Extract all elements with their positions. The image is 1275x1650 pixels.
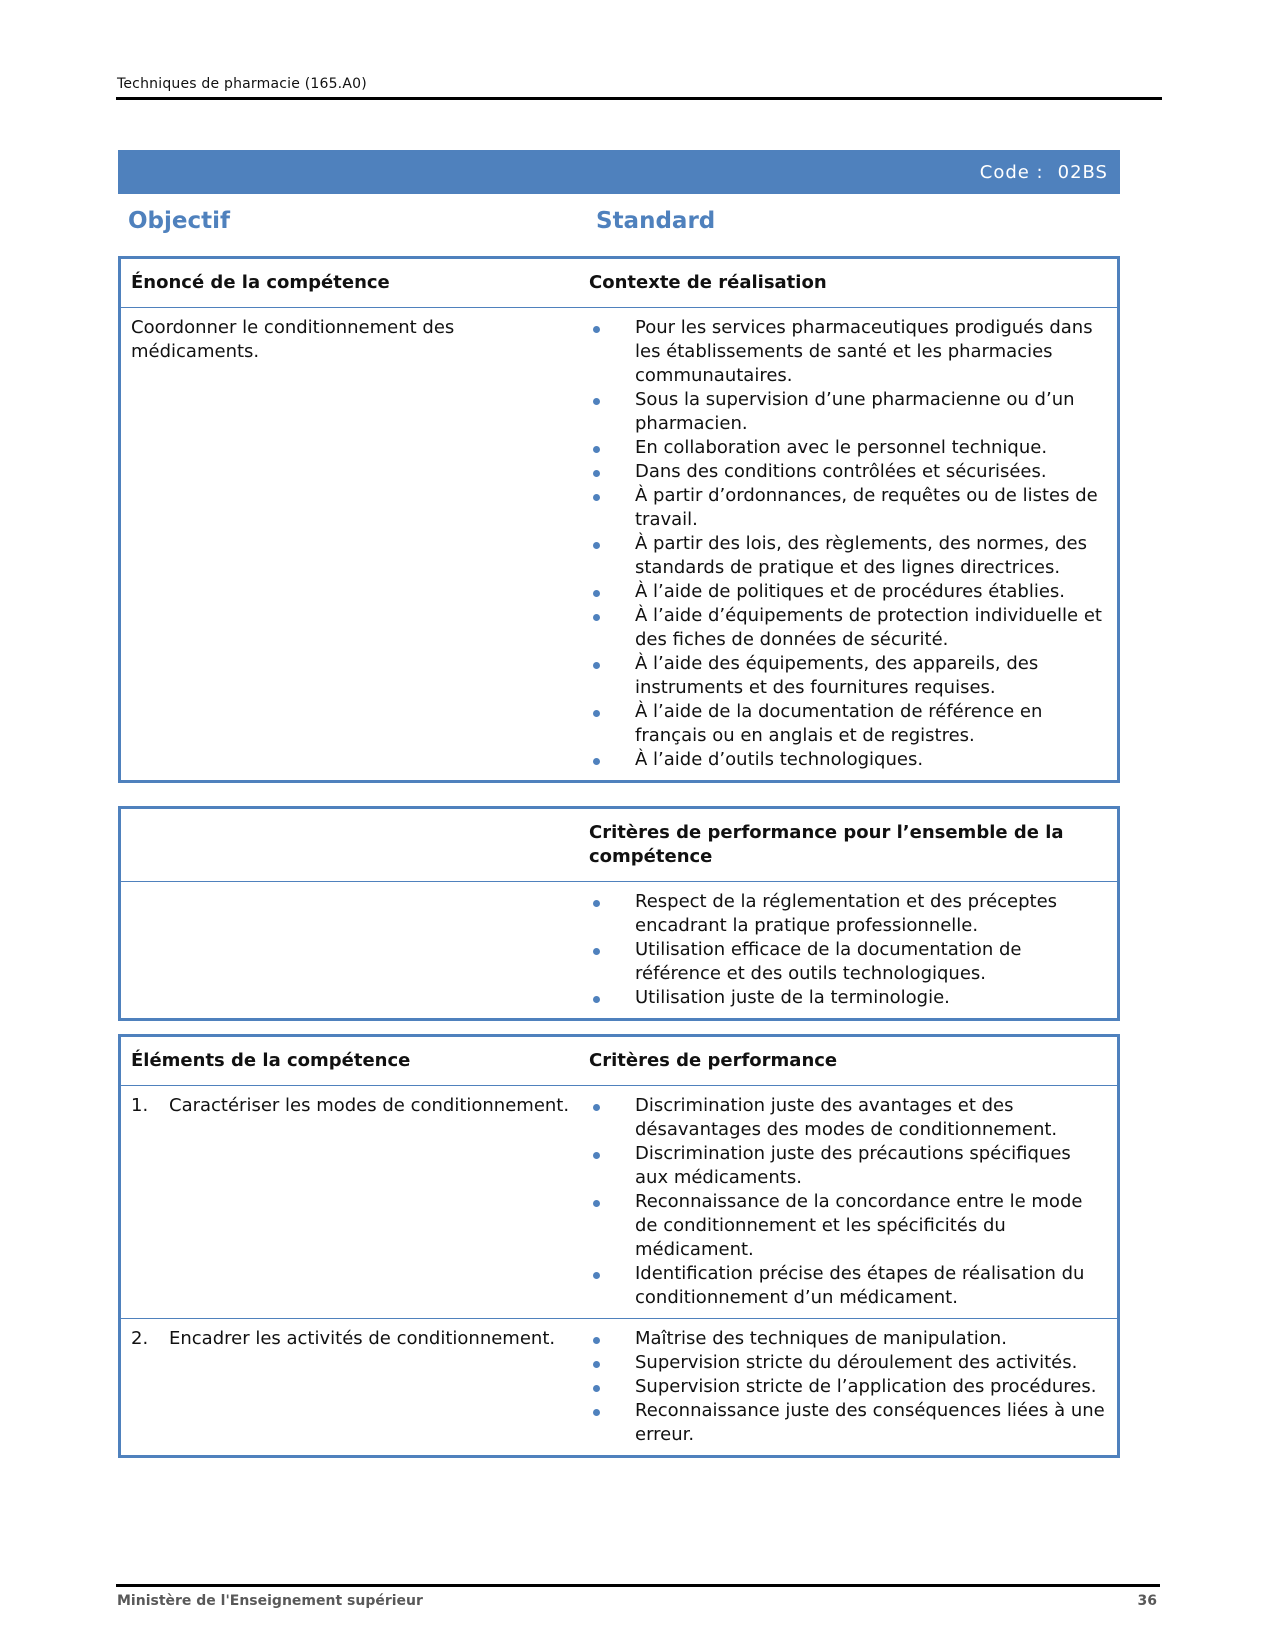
element-item: [131, 1327, 579, 1351]
list-item: Pour les services pharmaceutiques prodigués dans les établissements de santé et les pharmacies communautaires.: [589, 316, 1107, 388]
running-header-title: Techniques de pharmacie (165.A0): [117, 76, 367, 92]
enonce-text: Coordonner le conditionnement des médicaments.: [131, 317, 455, 362]
table-row: [121, 1085, 1117, 1318]
code-label: Code :: [979, 161, 1044, 183]
contexte-list: [589, 316, 1107, 772]
list-item: À partir d’ordonnances, de requêtes ou de listes de travail.: [589, 484, 1107, 532]
list-item: Discrimination juste des précautions spécifiques aux médicaments.: [589, 1142, 1107, 1190]
list-item: À l’aide de politiques et de procédures établies.: [589, 580, 1107, 604]
table-row: [121, 881, 1117, 1018]
list-item: Utilisation juste de la terminologie.: [589, 986, 1107, 1010]
list-item: Dans des conditions contrôlées et sécurisées.: [589, 460, 1107, 484]
element-item: [131, 1094, 579, 1118]
list-item: Supervision stricte du déroulement des activités.: [589, 1351, 1107, 1375]
criteria-list: [589, 1327, 1107, 1447]
list-item: Reconnaissance juste des conséquences liées à une erreur.: [589, 1399, 1107, 1447]
section-titles: [118, 208, 1120, 234]
element-label: Caractériser les modes de conditionnement.: [169, 1095, 570, 1116]
list-item: À l’aide d’outils technologiques.: [589, 748, 1107, 772]
empty-header-cell: [121, 809, 589, 881]
list-item: Respect de la réglementation et des préceptes encadrant la pratique professionnelle.: [589, 890, 1107, 938]
table-header-row: [121, 809, 1117, 881]
empty-cell: [121, 882, 589, 1018]
overall-criteria-header: Critères de performance pour l’ensemble de la compétence: [589, 822, 1064, 867]
element-number: 2.: [131, 1328, 149, 1349]
list-item: À l’aide de la documentation de référence en français ou en anglais et de registres.: [589, 700, 1107, 748]
list-item: Supervision stricte de l’application des procédures.: [589, 1375, 1107, 1399]
list-item: Reconnaissance de la concordance entre le mode de conditionnement et les spécificités du médicament.: [589, 1190, 1107, 1262]
criteria-header: Critères de performance: [589, 1050, 838, 1071]
code-value: 02BS: [1057, 161, 1108, 183]
code-bar: [118, 150, 1120, 194]
criteria-list: [589, 1094, 1107, 1310]
list-item: Maîtrise des techniques de manipulation.: [589, 1327, 1107, 1351]
list-item: À l’aide d’équipements de protection individuelle et des fiches de données de sécurité.: [589, 604, 1107, 652]
standard-title: Standard: [596, 208, 716, 234]
page-number: 36: [1137, 1593, 1157, 1609]
objectif-title: Objectif: [128, 208, 231, 234]
list-item: À l’aide des équipements, des appareils, des instruments et des fournitures requises.: [589, 652, 1107, 700]
elements-header: Éléments de la compétence: [131, 1050, 411, 1071]
footer-rule: [116, 1584, 1160, 1587]
elements-criteria-table: [118, 1034, 1120, 1458]
table-row: [121, 1318, 1117, 1455]
overall-criteria-list: [589, 890, 1107, 1010]
contexte-header: Contexte de réalisation: [589, 272, 827, 293]
element-number: 1.: [131, 1095, 149, 1116]
element-label: Encadrer les activités de conditionnement.: [169, 1328, 556, 1349]
list-item: Discrimination juste des avantages et des désavantages des modes de conditionnement.: [589, 1094, 1107, 1142]
list-item: Utilisation efficace de la documentation de référence et des outils technologiques.: [589, 938, 1107, 986]
list-item: À partir des lois, des règlements, des normes, des standards de pratique et des lignes directrices.: [589, 532, 1107, 580]
list-item: Identification précise des étapes de réalisation du conditionnement d’un médicament.: [589, 1262, 1107, 1310]
enonce-header: Énoncé de la compétence: [131, 272, 390, 293]
table-header-row: [121, 259, 1117, 307]
overall-criteria-table: [118, 806, 1120, 1021]
header-rule: [116, 97, 1162, 100]
footer-publisher: Ministère de l'Enseignement supérieur: [117, 1593, 423, 1609]
competence-context-table: [118, 256, 1120, 783]
table-header-row: [121, 1037, 1117, 1085]
list-item: Sous la supervision d’une pharmacienne ou d’un pharmacien.: [589, 388, 1107, 436]
list-item: En collaboration avec le personnel technique.: [589, 436, 1107, 460]
table-row: [121, 307, 1117, 780]
